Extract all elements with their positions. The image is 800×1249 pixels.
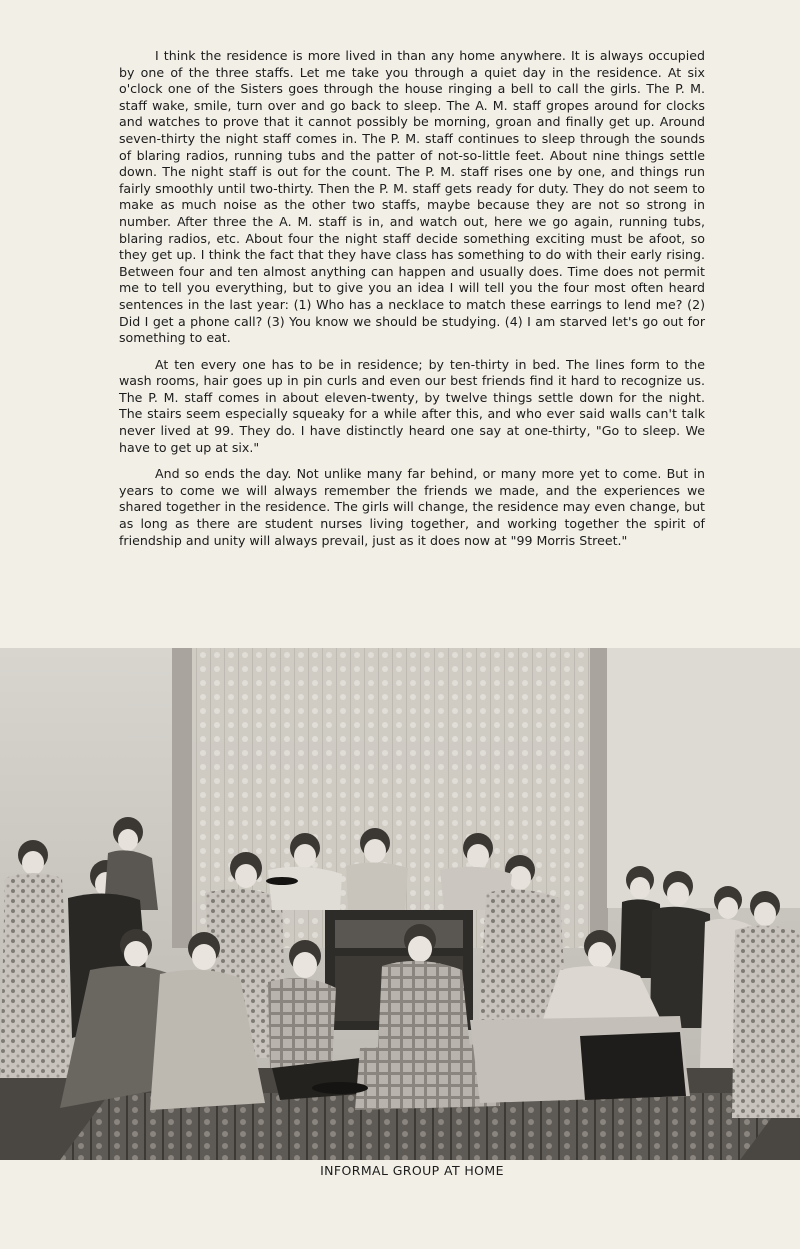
paragraph-2: At ten every one has to be in residence; by ten-thirty in bed. The lines form to the wash rooms, hair goes up in pin curls and even our best friends find it hard to recognize us. The P. M. staff comes in about eleven-twenty, by twelve things settle down for the night. The stairs seem especially squeaky for a while after this, and who ever said walls can't talk never lived at 99. They do. I have distinctly heard one say at one-thirty, "Go to sleep. We have to get up at six." [119,356,705,455]
article-text [119,48,705,559]
group-photo [0,648,800,1160]
paragraph-1: I think the residence is more lived in than any home anywhere. It is always occupied by one of the three staffs. Let me take you through a quiet day in the residence. At six o'clock one of the Sisters goes through the house ringing a bell to call the girls. The P. M. staff wake, smile, turn over and go back to sleep. The A. M. staff gropes around for clocks and watches to prove that it cannot possibly be morning, groan and finally get up. Around seven-thirty the night staff comes in. The P. M. staff continues to sleep through the sounds of blaring radios, running tubs and the patter of not-so-little feet. About nine things settle down. The night staff is out for the count. The P. M. staff rises one by one, and things run fairly smoothly until two-thirty. Then the P. M. staff gets ready for duty. They do not seem to make as much noise as the other two staffs, maybe because they are not so strong in number. After three the A. M. staff is in, and watch out, here we go again, running tubs, blaring radios, etc. About four the night staff decide something exciting must be afoot, so they get up. I think the fact that they have class has something to do with their early rising. Between four and ten almost anything can happen and usually does. Time does not permit me to tell you everything, but to give you an idea I will tell you the four most often heard sentences in the last year: (1) Who has a necklace to match these earrings to lend me? (2) Did I get a phone call? (3) You know we should be studying. (4) I am starved let's go out for something to eat. [119,48,705,346]
group-photo-illustration [0,648,800,1160]
paragraph-3: And so ends the day. Not unlike many far behind, or many more yet to come. But in years to come we will always remember the friends we made, and the experiences we shared together in the residence. The girls will change, the residence may even change, but as long as there are student nurses living together, and working together the spirit of friendship and unity will always prevail, just as it does now at "99 Morris Street." [119,466,705,548]
photo-caption: INFORMAL GROUP AT HOME [320,1163,504,1178]
